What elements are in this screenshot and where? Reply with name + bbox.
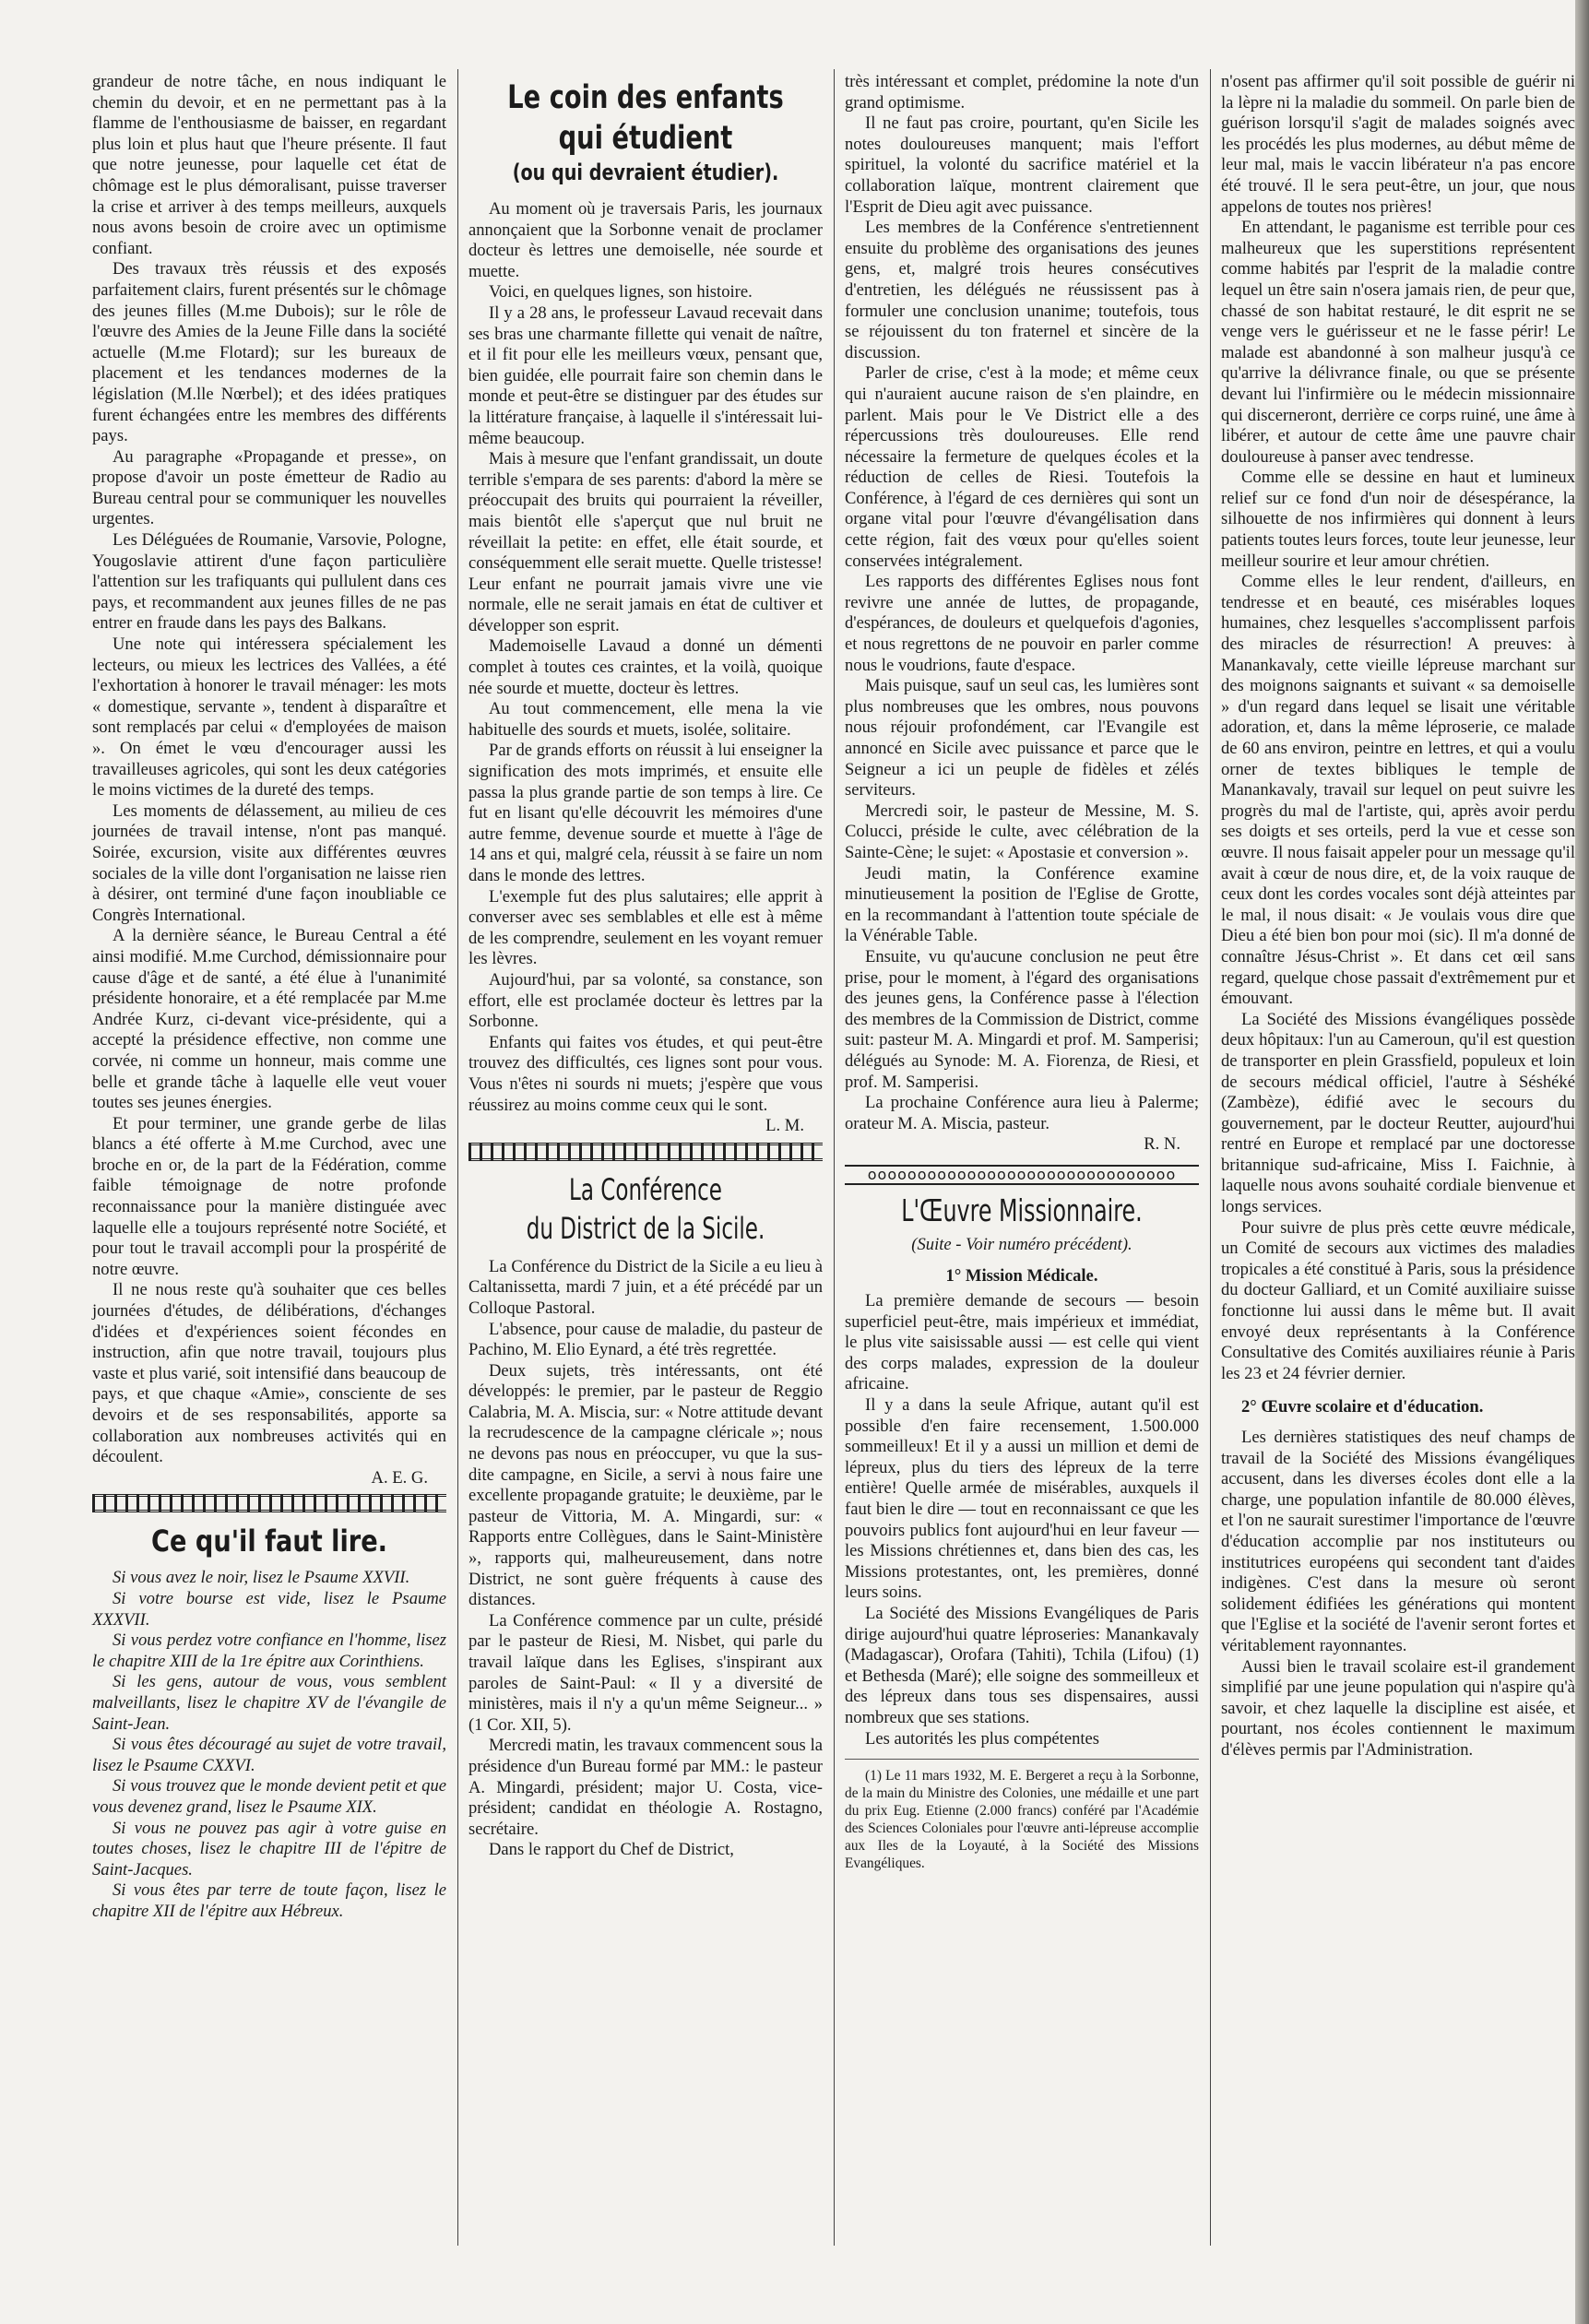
column-rule xyxy=(1210,69,1211,2246)
paragraph: Au tout commencement, elle mena la vie habituelle des sourds et muets, isolée, solitaire. xyxy=(468,699,823,740)
paragraph: Les membres de la Conférence s'entretiennent ensuite du problème des organisations des jeunes gens, et, malgré trois heures consécutives d'entretien, les délégués ne réussissent pas à formuler une conclusion unanime; toutefois, tous se réjouissent du ton fraternel et sincère de la discussion. xyxy=(845,218,1199,362)
signature: A. E. G. xyxy=(371,1467,428,1488)
footnote-text: (1) Le 11 mars 1932, M. E. Bergeret a reçu à la Sorbonne, de la main du Ministre des Colonies, une médaille et une part du prix Eug. Etienne (2.000 francs) conféré par l'Académie des Sciences Coloniales pour l'œuvre anti-lépreuse accomplie aux Iles de la Loyauté, à la Société des Missions Evangéliques. xyxy=(845,1768,1199,1872)
paragraph: Comme elles le leur rendent, d'ailleurs, en tendresse et en beauté, ces misérables loques humaines, chez lesquelles s'accomplissent parfois des miracles de résurrection! A preuves: à Manankavaly, cette vieille lépreuse marchant sur des moignons saignants et suivant « sa demoiselle » d'un regard dans lequel se lisait une véritable adoration, et, dans la même léproserie, ce malade de 60 ans environ, peintre en lettres, et qui a voulu orner de textes bibliques le temple de Manankavaly, travail sur lequel on peut suivre les progrès du mal de l'artiste, qui, après avoir perdu ses doigts et ses orteils, perd la vue et cesse son œuvre. Il nous faisait appeler pour un message qu'il avait à cœur de nous dire, et, de la voix rauque de ceux dont les cordes vocales sont déjà atteintes par le mal, il nous disait: « Je voulais vous dire que Dieu a été bien bon pour moi (sic). Il m'a donné de connaître Jésus-Christ ». Et dans cet œil sans regard, quelque chose passait d'extrêmement pur et émouvant. xyxy=(1221,572,1575,1009)
paragraph: grandeur de notre tâche, en nous indiquant le chemin du devoir, et en ne permettant pas à la flamme de l'enthousiasme de baisser, en regardant plus loin et plus haut que l'heure présente. Il faut que notre jeunesse, pour laquelle cet état de chômage est le plus démoralisant, puisse traverser la crise et arriver à des temps meilleurs, auxquels nous avons besoin de croire avec un optimisme confiant. xyxy=(92,72,446,258)
paragraph: Ensuite, vu qu'aucune conclusion ne peut être prise, pour le moment, à l'égard des organisations des jeunes gens, la Conférence passe à l'élection des membres de la Commission de District, comme suit: pasteur M. A. Mingardi et prof. M. Samperisi; délégués au Synode: M. A. Fiorenza, de Riesi, et prof. M. Samperisi. xyxy=(845,946,1199,1092)
article-title-coin: Le coin des enfants qui étudient xyxy=(507,79,784,157)
paragraph: La Société des Missions évangéliques possède deux hôpitaux: l'un au Cameroun, qu'il est question de transporter en plein Grassfield, populeux et loin de secours médical officiel, l'autre à Séshéké (Zambèze), édifié avec le secours du gouvernement, par le docteur Reutter, aujourd'hui rentré en Europe et remplacé par une doctoresse britannique sud-africaine, Miss I. Faichnie, à laquelle nous avons souhaité cordiale bienvenue et longs services. xyxy=(1221,1009,1575,1217)
paragraph: Une note qui intéressera spécialement les lecteurs, ou mieux les lectrices des Vallées, a été l'exhortation à honorer le travail ménager: les mots « domestique, servante », tendent à disparaître et sont remplacés par celui « d'employées de maison ». On émet le vœu d'encourager aussi les travailleuses agricoles, qui sont les deux catégories le moins victimes de la dureté des temps. xyxy=(92,634,446,800)
article-subtitle-oeuvre: (Suite - Voir numéro précédent). xyxy=(911,1234,1132,1254)
paragraph: Voici, en quelques lignes, son histoire. xyxy=(489,282,753,302)
paragraph: Mercredi soir, le pasteur de Messine, M. S. Colucci, préside le culte, avec célébration de la Sainte-Cène; le sujet: « Apostasie et conversion ». xyxy=(845,800,1199,862)
paragraph: Les Déléguées de Roumanie, Varsovie, Pologne, Yougoslavie attirent d'une façon particulière l'attention sur les trafiquants qui pullulent dans ces pays, et recommandent aux jeunes filles de ne pas entrer en fraude dans les pays des Balkans. xyxy=(92,530,446,634)
reading-item: Si votre bourse est vide, lisez le Psaume XXXVII. xyxy=(92,1588,446,1630)
paragraph: Mademoiselle Lavaud a donné un démenti complet à toutes ces craintes, et la voilà, quoique née sourde et muette, docteur ès lettres. xyxy=(468,636,823,698)
reading-item: Si vous êtes découragé au sujet de votre travail, lisez le Psaume CXXVI. xyxy=(92,1735,446,1775)
paragraph: Par de grands efforts on réussit à lui enseigner la signification des mots imprimés, et ensuite elle passa la plus grande partie de son temps à lire. Ce fut en lisant qu'elle découvrit les mémoires d'une autre femme, devenue sourde et muette à l'âge de 14 ans et qui, malgré cela, réussit à se faire un nom dans le monde des lettres. xyxy=(468,741,823,885)
paragraph: Il ne faut pas croire, pourtant, qu'en Sicile les notes douloureuses manquent; mais l'effort spirituel, la volonté du sacrifice matériel et la collaboration laïque, montrent clairement que l'Esprit de Dieu agit avec puissance. xyxy=(845,113,1199,217)
paragraph: La Conférence commence par un culte, présidé par le pasteur de Riesi, M. Nisbet, qui parle du travail laïque dans les Eglises, s'inspirant aux paroles de Saint-Paul: « Il y a diversité de ministères, mais il n'y a qu'un même Seigneur... » (1 Cor. XII, 5). xyxy=(468,1610,823,1735)
footnote xyxy=(845,1759,1199,1872)
paragraph: Des travaux très réussis et des exposés parfaitement clairs, furent présentés sur le chômage des jeunes filles (M.me Dubois); sur le rôle de l'œuvre des Amies de la Jeune Fille dans la société actuelle (M.me Flotard); sur les bureaux de placement et les tendances modernes de la législation (M.lle Nœrbel); et des idées pratiques furent échangées entre les membres des différents pays. xyxy=(92,259,446,446)
paragraph: L'exemple fut des plus salutaires; elle apprit à converser avec ses semblables et elle est à même de les comprendre, seulement en les voyant remuer les lèvres. xyxy=(468,886,823,969)
reading-list xyxy=(92,1568,446,1922)
paragraph: La Société des Missions Evangéliques de Paris dirige aujourd'hui quatre léproseries: Manankavaly (Madagascar), Orofara (Tahiti), Tchila (Lifou) (1) et Bethesda (Maré); elle soigne des sommeilleux et des lépreux dans tous ses dispensaires, aussi nombreux que ses stations. xyxy=(845,1603,1199,1727)
column-rule xyxy=(457,69,458,2246)
reading-title: Ce qu'il faut lire. xyxy=(150,1524,388,1559)
paragraph: très intéressant et complet, prédomine la note d'un grand optimisme. xyxy=(845,72,1199,113)
section-divider: ooooooooooooooooooooooooooooooo xyxy=(845,1165,1199,1185)
paragraph: La première demande de secours — besoin superficiel peut-être, mais impérieux et immédiat, le plus vite saisissable aussi — est celle qui vient des corps malades, expression de la douleur africaine. xyxy=(845,1291,1199,1394)
paragraph: Aujourd'hui, par sa volonté, sa constance, son effort, elle est proclamée docteur ès lettres par la Sorbonne. xyxy=(468,969,823,1032)
paragraph: Les dernières statistiques des neuf champs de travail de la Société des Missions évangéliques accusent, dans les diverses écoles dont elle a la charge, une population infantile de 80.000 élèves, et l'on ne saurait surestimer l'importance de l'œuvre d'éducation accomplie par nos instituteurs ou institutrices européens qui secondent tant d'aides indigènes. C'est dans la mesure où seront solidement édifiées les générations qui montent que l'Eglise et la société de l'avenir seront fortes et véritablement rayonnantes. xyxy=(1221,1428,1575,1655)
paragraph: Au moment où je traversais Paris, les journaux annonçaient que la Sorbonne venait de proclamer docteur ès lettres une demoiselle, née sourde et muette. xyxy=(468,199,823,281)
paragraph: L'absence, pour cause de maladie, du pasteur de Pachino, M. Elio Eynard, a été très regrettée. xyxy=(468,1319,823,1360)
paragraph: Les autorités les plus compétentes xyxy=(865,1728,1100,1749)
paragraph: Mercredi matin, les travaux commencent sous la présidence d'un Bureau formé par MM.: le pasteur A. Mingardi, président; major U. Costa, vice-président; candidat en théologie A. Rostagno, secrétaire. xyxy=(468,1736,823,1839)
reading-item: Si vous avez le noir, lisez le Psaume XXVII. xyxy=(113,1568,410,1588)
page-edge-shadow xyxy=(1575,0,1589,2324)
article-title-conference: La Conférence xyxy=(569,1171,722,1207)
column-rule xyxy=(834,69,835,2246)
paragraph: Au paragraphe «Propagande et presse», on propose d'avoir un poste émetteur de Radio au Bureau central pour se communiquer les nouvelles urgentes. xyxy=(92,446,446,529)
paragraph: La prochaine Conférence aura lieu à Palerme; orateur M. A. Miscia, pasteur. xyxy=(845,1093,1199,1133)
paragraph: En attendant, le paganisme est terrible pour ces malheureux que les superstitions représentent comme habités par l'esprit de la maladie contre lequel un être sain n'osera jamais rien, de peur que, chassé de son habitat restauré, le dit esprit ne se venge vers le guérisseur et ne le fasse périr! Le malade est abandonné à son malheur jusqu'à ce qu'arrive la délivrance finale, ou que se présente devant lui l'infirmière ou le médecin missionnaire qui discerneront, derrière ce corps ruiné, une âme à libérer, et autour de cette âme une pauvre chair douloureuse à panser avec tendresse. xyxy=(1221,218,1575,467)
article-subtitle-coin: (ou qui devraient étudier). xyxy=(512,160,779,185)
paragraph: Il y a 28 ans, le professeur Lavaud recevait dans ses bras une charmante fillette qui venait de naître, et il fit pour elle les meilleurs vœux, pensant que, bien guidée, elle pourrait faire son chemin dans le monde et peut-être se distinguer par des études sur la littérature française, à laquelle il s'intéressait lui-même beaucoup. xyxy=(468,302,823,448)
signature: L. M. xyxy=(765,1116,804,1136)
article-title-oeuvre: L'Œuvre Missionnaire. xyxy=(901,1192,1143,1228)
column-2 xyxy=(468,72,823,1861)
article-title-conference-line2: du District de la Sicile. xyxy=(526,1210,765,1246)
section-divider xyxy=(92,1494,446,1512)
paragraph: Dans le rapport du Chef de District, xyxy=(489,1840,734,1860)
paragraph: Parler de crise, c'est à la mode; et même ceux qui n'auraient aucune raison de s'en plaindre, en parlent. Mais pour le Ve District elle a des répercussions très douloureuses. Elle rend nécessaire la fermeture de quelques écoles et la réduction de celles de Riesi. Toutefois la Conférence, à l'égard de ces dernières qui sont un organe vital pour l'œuvre d'évangélisation dans cette région, fait des vœux pour qu'elles soient conservées intégralement. xyxy=(845,363,1199,571)
paragraph: Enfants qui faites vos études, et qui peut-être trouvez des difficultés, ces lignes sont pour vous. Vous n'êtes ni sourds ni muets; j'espère que vous réussirez au moins comme ceux qui le sont. xyxy=(468,1032,823,1115)
reading-item: Si les gens, autour de vous, vous semblent malveillants, lisez le chapitre XV de l'évangile de Saint-Jean. xyxy=(92,1672,446,1734)
paragraph: Pour suivre de plus près cette œuvre médicale, un Comité de secours aux victimes des maladies tropicales a été constitué à Paris, sous la présidence du docteur Galliard, et un Comité auxiliaire suisse fonctionne lui aussi dans le même but. Il avait envoyé deux représentants à la Conférence Consultative des Comités auxiliaires réunie à Paris les 23 et 24 février dernier. xyxy=(1221,1217,1575,1383)
paragraph: Comme elle se dessine en haut et lumineux relief sur ce fond d'un noir de désespérance, la silhouette de nos infirmières qui donnent à leurs patients toutes leurs forces, toute leur jeunesse, leur meilleur sourire et leur amour chrétien. xyxy=(1221,468,1575,571)
paragraph: Jeudi matin, la Conférence examine minutieusement la position de l'Eglise de Grotte, en la recommandant à l'attention toute spéciale de la Vénérable Table. xyxy=(845,863,1199,946)
section-divider xyxy=(468,1143,823,1161)
signature: R. N. xyxy=(1144,1134,1180,1155)
section-heading: 1° Mission Médicale. xyxy=(945,1266,1098,1286)
paragraph: Les moments de délassement, au milieu de ces journées de travail intense, n'ont pas manqué. Soirée, excursion, visite aux différentes œuvres sociales de la ville dont l'organisation ne laisse rien à désirer, ont terminé d'une façon inoubliable ce Congrès International. xyxy=(92,800,446,925)
paragraph: Deux sujets, très intéressants, ont été développés: le premier, par le pasteur de Reggio Calabria, M. A. Miscia, sur: « Notre attitude devant la recrudescence de la campagne cléricale »; nous ne devons pas nous en préoccuper, vu que la sus-dite campagne, en Sicile, a servi à nous faire une excellente propagande gratuite; le deuxième, par le pasteur de Vittoria, M. A. Mingardi, sur: « Rapports entre Collègues, dans le Saint-Ministère », rapports qui, malheureusement, dans notre District, ne sont guère fréquents à cause des distances. xyxy=(468,1360,823,1610)
paragraph: La Conférence du District de la Sicile a eu lieu à Caltanissetta, mardi 7 juin, et a été précédé par un Colloque Pastoral. xyxy=(468,1256,823,1318)
paragraph: Aussi bien le travail scolaire est-il grandement simplifié par une jeune population qui n'aspire qu'à savoir, et chez laquelle la discipline est aisée, et pourtant, nos écoles contiennent le maximum d'élèves permis par l'Administration. xyxy=(1221,1656,1575,1760)
column-1 xyxy=(92,72,446,1922)
column-3 xyxy=(845,72,1199,1872)
paragraph: n'osent pas affirmer qu'il soit possible de guérir ni la lèpre ni la maladie du sommeil. On parle bien de guérison lorsqu'il s'agit de malades soignés avec les procédés les plus modernes, au début même de leur mal, mais le vaccin libérateur n'a pas encore été trouvé. Il le sera peut-être, un jour, que nous appelons de toutes nos prières! xyxy=(1221,72,1575,217)
paragraph: Les rapports des différentes Eglises nous font revivre une année de luttes, de propagande, d'espérances, de douleurs et quelquefois d'agonies, et nous regrettons de ne pouvoir en parler comme nous le voudrions, faute d'espace. xyxy=(845,572,1199,675)
paragraph: Il ne nous reste qu'à souhaiter que ces belles journées d'études, de délibérations, d'échanges d'idées et d'expériences soient fécondes en instruction, afin que notre travail, toujours plus vaste et plus varié, soit intensifié dans beaucoup de pays, et que chaque «Amie», consciente de ses devoirs et de ses responsabilités, apporte sa collaboration aux nombreuses activités qui en découlent. xyxy=(92,1280,446,1467)
paragraph: Mais puisque, sauf un seul cas, les lumières sont plus nombreuses que les ombres, nous pouvons nous réjouir profondément, car l'Evangile est annoncé en Sicile avec puissance et parce que le Seigneur a ici un peuple de fidèles et zélés serviteurs. xyxy=(845,676,1199,800)
reading-item: Si vous trouvez que le monde devient petit et que vous devenez grand, lisez le Psaume XIX. xyxy=(92,1776,446,1817)
paragraph: Mais à mesure que l'enfant grandissait, un doute terrible s'empara de ses parents: d'abord la mère se préoccupait des bruits qui pourraient la réveiller, mais bientôt elle s'aperçut que nul bruit ne réveillait la petite: en effet, elle était sourde, et conséquemment elle serait muette. Quelle tristesse! Leur enfant ne pourrait jamais vivre une vie normale, elle ne serait jamais en état de cultiver et développer son esprit. xyxy=(468,449,823,635)
paragraph: Il y a dans la seule Afrique, autant qu'il est possible d'en faire recensement, 1.500.000 sommeilleux! Et il y a aussi un million et demi de lépreux, plus du tiers des lépreux de la terre entière! Quelle armée de misérables, auxquels il faut bien le dire — tout en reconnaissant ce que les pouvoirs publics font aujourd'hui en leur faveur — les Missions chrétiennes et, dans bien des cas, les Missions protestantes, ont, les premières, donné leurs soins. xyxy=(845,1395,1199,1603)
reading-item: Si vous perdez votre confiance en l'homme, lisez le chapitre XIII de la 1re épitre aux Corinthiens. xyxy=(92,1630,446,1671)
column-4 xyxy=(1221,72,1575,1761)
reading-item: Si vous êtes par terre de toute façon, lisez le chapitre XII de l'épitre aux Hébreux. xyxy=(92,1880,446,1921)
reading-item: Si vous ne pouvez pas agir à votre guise en toutes choses, lisez le chapitre III de l'épitre de Saint-Jacques. xyxy=(92,1818,446,1879)
paragraph: Et pour terminer, une grande gerbe de lilas blancs a été offerte à M.me Curchod, avec une broche en or, de la part de la Fédération, comme faible témoignage de notre profonde reconnaissance pour la manière distinguée avec laquelle elle a toujours représenté notre Société, et pour tout le travail accompli pour la prospérité de notre œuvre. xyxy=(92,1113,446,1279)
section-heading: 2° Œuvre scolaire et d'éducation. xyxy=(1241,1397,1484,1417)
paragraph: A la dernière séance, le Bureau Central a été ainsi modifié. M.me Curchod, démissionnaire pour cause d'âge et de santé, a été élue à l'unanimité présidente honoraire, et a été remplacée par M.me Andrée Kurz, ci-devant vice-présidente, qui a accepté la présidence effective, non comme une corvée, ni comme un honneur, mais comme une belle et grande tâche à laquelle elle veut vouer toutes ses jeunes énergies. xyxy=(92,926,446,1113)
